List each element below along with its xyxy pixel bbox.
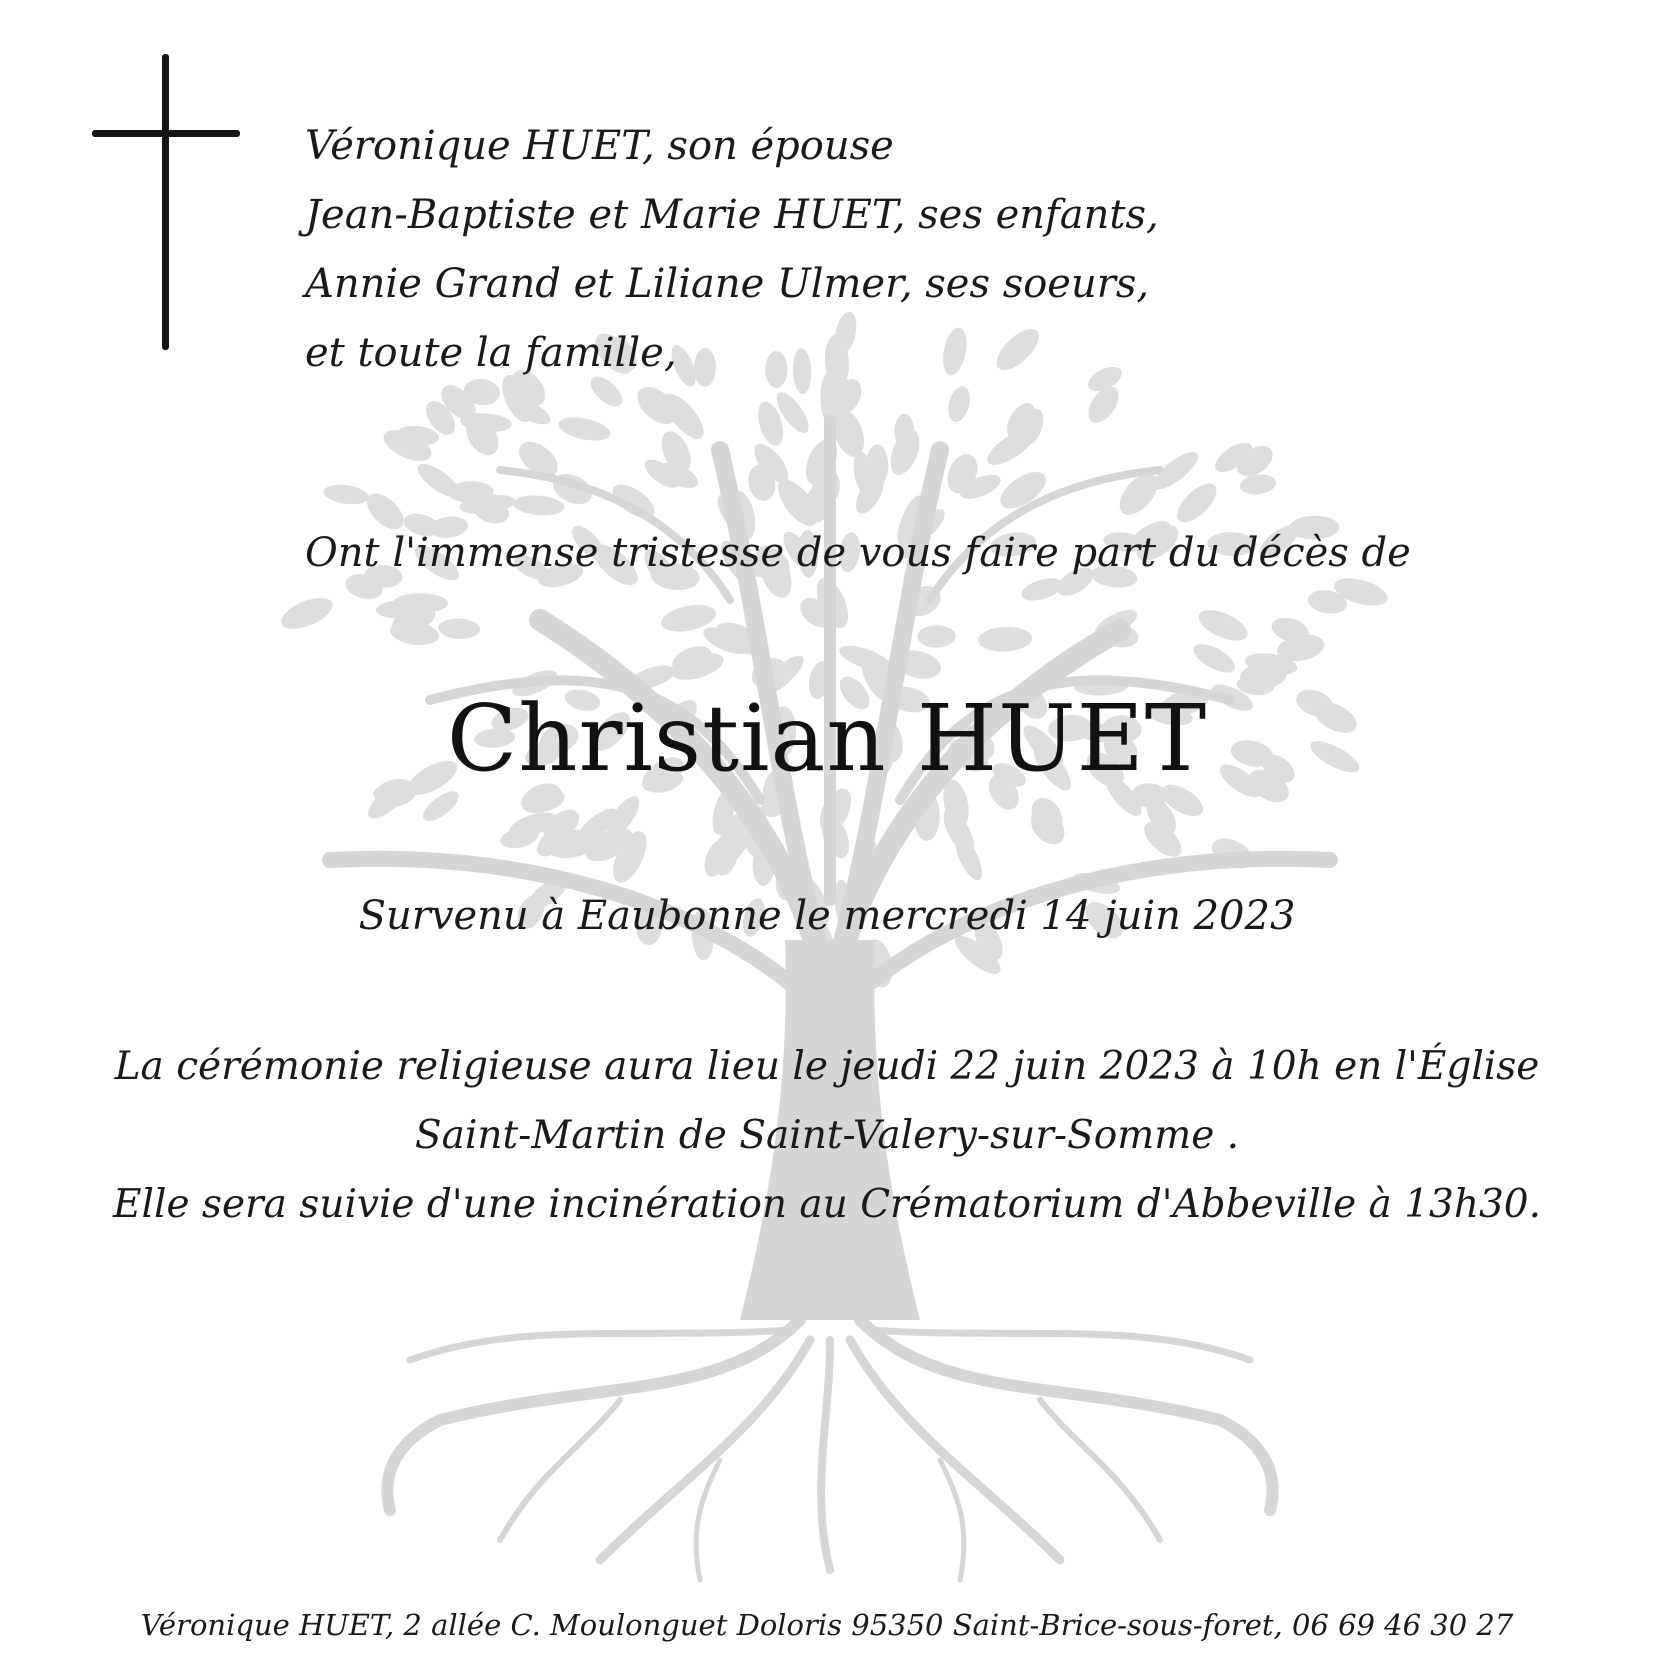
family-line: Annie Grand et Liliane Ulmer, ses soeurs, [305, 261, 1150, 307]
family-line: Jean-Baptiste et Marie HUET, ses enfants, [305, 192, 1159, 238]
leaf [437, 617, 480, 640]
leaf [917, 625, 956, 648]
leaf [1171, 477, 1223, 529]
leaf [945, 384, 974, 425]
family-line: Véronique HUET, son épouse [305, 123, 894, 169]
ceremony-line: Elle sera suivie d'une incinération au Crématorium d'Abbeville à 13h30. [113, 1182, 1541, 1227]
leaf [322, 482, 370, 507]
ceremony-line: Saint-Martin de Saint-Valery-sur-Somme . [414, 1113, 1240, 1158]
death-info: Survenu à Eaubonne le mercredi 14 juin 2023 [358, 893, 1296, 939]
leaf [413, 458, 464, 503]
deceased-name: Christian HUET [446, 685, 1208, 792]
leaf [977, 626, 1032, 653]
family-line: et toute la famille, [305, 330, 677, 376]
family-list [305, 112, 1159, 388]
ceremony-details [0, 1032, 1654, 1239]
leaf [556, 413, 612, 444]
contact-footer: Véronique HUET, 2 allée C. Moulonguet Doloris 95350 Saint-Brice-sous-foret, 06 69 46 30 27 [140, 1608, 1514, 1642]
announcement-intro: Ont l'immense tristesse de vous faire part du décès de [305, 530, 1411, 576]
ceremony-line: La cérémonie religieuse aura lieu le jeudi 22 juin 2023 à 10h en l'Église [114, 1044, 1540, 1089]
leaf [1194, 604, 1252, 647]
leaf [1189, 638, 1239, 678]
leaf [361, 487, 410, 536]
leaf [277, 592, 337, 636]
leaf [512, 494, 565, 518]
